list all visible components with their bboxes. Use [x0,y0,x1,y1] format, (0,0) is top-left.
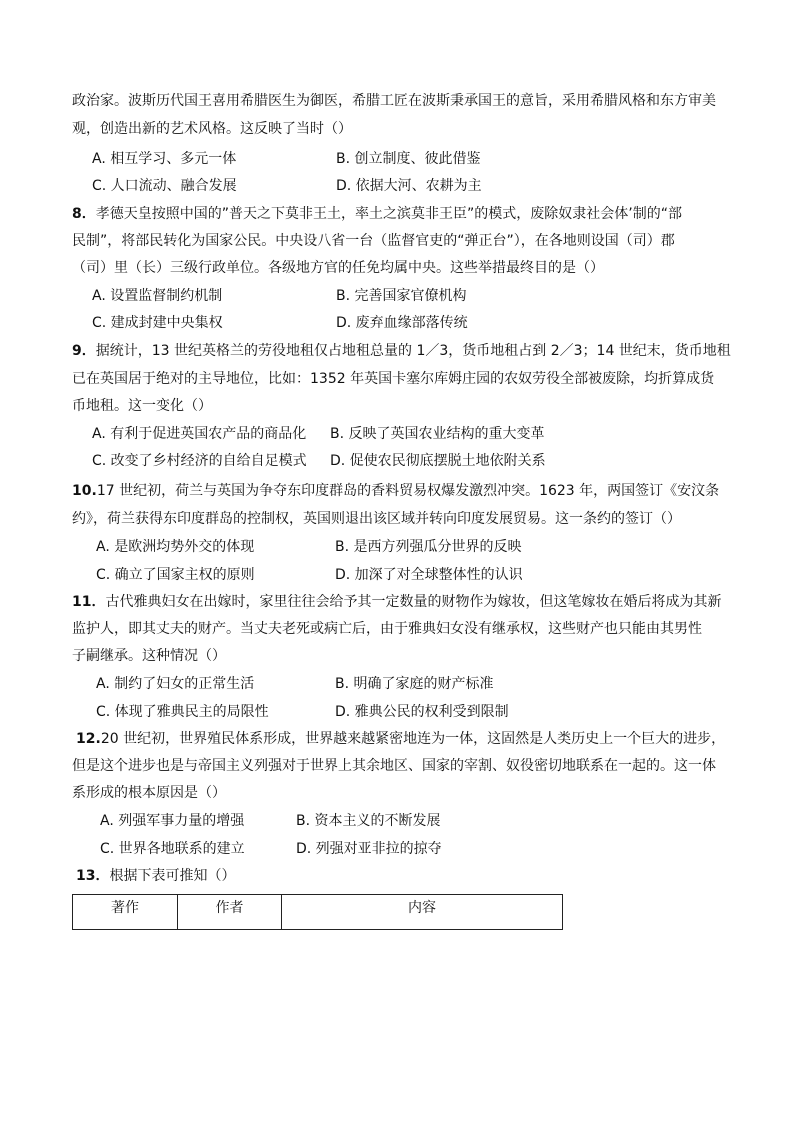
q13-table-header-author: 作者 [178,895,282,930]
q9-stem-line2: 已在英国居于绝对的主导地位，比如：1352 年英国卡塞尔库姆庄园的农奴劳役全部被废除，均折算成货 [72,371,715,387]
q11-number: 11． [72,594,106,610]
q8-stem-line2: 民制”，将部民转化为国家公民。中央设八省一台（监督官吏的“弹正台”），在各地则设国（司）郡 [72,233,675,249]
q9-number: 9． [72,343,96,359]
q11-option-b: B. 明确了家庭的财产标准 [335,676,494,692]
q8-number: 8． [72,206,96,222]
q9-stem-line3: 币地租。这一变化（） [72,398,212,414]
q11-option-a: A. 制约了妇女的正常生活 [96,676,255,692]
q8-option-c: C. 建成封建中央集权 [92,315,223,331]
q11-stem-line2: 监护人，即其丈夫的财产。当丈夫老死或病亡后，由于雅典妇女没有继承权，这些财产也只能由其男性 [72,621,702,637]
q11-text: 古代雅典妇女在出嫁时，家里往往会给予其一定数量的财物作为嫁妆，但这笔嫁妆在婚后将成为其新 [105,594,722,610]
q9-option-a: A. 有利于促进英国农产品的商品化 [92,426,307,442]
q12-option-a: A. 列强军事力量的增强 [100,813,245,829]
q7-option-a: A. 相互学习、多元一体 [92,151,237,167]
q13-table-header-row [73,895,563,930]
q7-stem-line2: 观，创造出新的艺术风格。这反映了当时（） [72,121,352,137]
q11-stem-line3: 子嗣继承。这种情况（） [72,648,226,664]
q11-stem-line1 [72,593,721,611]
q13-table [72,894,563,930]
q8-option-b: B. 完善国家官僚机构 [336,288,467,304]
q13-number: 13． [76,868,110,884]
q12-number: 12. [76,731,101,747]
q9-option-b: B. 反映了英国农业结构的重大变革 [330,426,545,442]
q13-text: 根据下表可推知（） [109,868,236,884]
q8-option-a: A. 设置监督制约机制 [92,288,223,304]
q10-option-d: D. 加深了对全球整体性的认识 [335,567,523,583]
q7-option-b: B. 创立制度、彼此借鉴 [336,151,481,167]
q12-option-d: D. 列强对亚非拉的掠夺 [296,841,442,857]
q12-option-c: C. 世界各地联系的建立 [100,841,245,857]
q7-stem-line1: 政治家。波斯历代国王喜用希腊医生为御医，希腊工匠在波斯秉承国王的意旨，采用希腊风格和东方审美 [72,93,716,109]
q8-option-d: D. 废弃血缘部落传统 [336,315,468,331]
q12-option-b: B. 资本主义的不断发展 [296,813,441,829]
q12-stem-line1 [76,730,725,748]
q12-stem-line2: 但是这个进步也是与帝国主义列强对于世界上其余地区、国家的宰割、奴役密切地联系在一起的。这一体 [72,758,716,774]
q7-option-c: C. 人口流动、融合发展 [92,178,237,194]
q13-table-header-content: 内容 [282,895,563,930]
q9-stem-line1 [72,342,731,360]
q10-number: 10. [72,483,97,499]
q8-stem-line1 [72,205,682,223]
q10-option-a: A. 是欧洲均势外交的体现 [96,539,255,555]
q10-option-b: B. 是西方列强瓜分世界的反映 [335,539,522,555]
q12-text: 20 世纪初，世界殖民体系形成，世界越来越紧密地连为一体，这固然是人类历史上一个巨大的进步， [100,731,726,747]
q8-text: 孝德天皇按照中国的”普天之下莫非王土，率土之滨莫非王臣”的模式，废除奴隶社会体’制的“部 [95,206,682,222]
q13-stem [76,867,235,885]
q12-stem-line3: 系形成的根本原因是（） [72,785,226,801]
q8-stem-line3: （司）里（长）三级行政单位。各级地方官的任免均属中央。这些举措最终目的是（） [72,260,604,276]
q10-stem-line1 [72,482,719,500]
q10-text: 17 世纪初，荷兰与英国为争夺东印度群岛的香料贸易权爆发激烈冲突。1623 年，两国签订《安汶条 [96,483,720,499]
q9-option-d: D. 促使农民彻底摆脱土地依附关系 [330,453,546,469]
q9-text: 据统计，13 世纪英格兰的劳役地租仅占地租总量的 1／3，货币地租占到 2／3；14 世纪末，货币地租 [95,343,731,359]
q13-table-header-work: 著作 [73,895,178,930]
q11-option-d: D. 雅典公民的权利受到限制 [335,704,509,720]
q9-option-c: C. 改变了乡村经济的自给自足模式 [92,453,307,469]
q11-option-c: C. 体现了雅典民主的局限性 [96,704,269,720]
q10-option-c: C. 确立了国家主权的原则 [96,567,255,583]
q7-option-d: D. 依据大河、农耕为主 [336,178,482,194]
q10-stem-line2: 约》，荷兰获得东印度群岛的控制权，英国则退出该区域并转向印度发展贸易。这一条约的签订（） [72,511,681,527]
